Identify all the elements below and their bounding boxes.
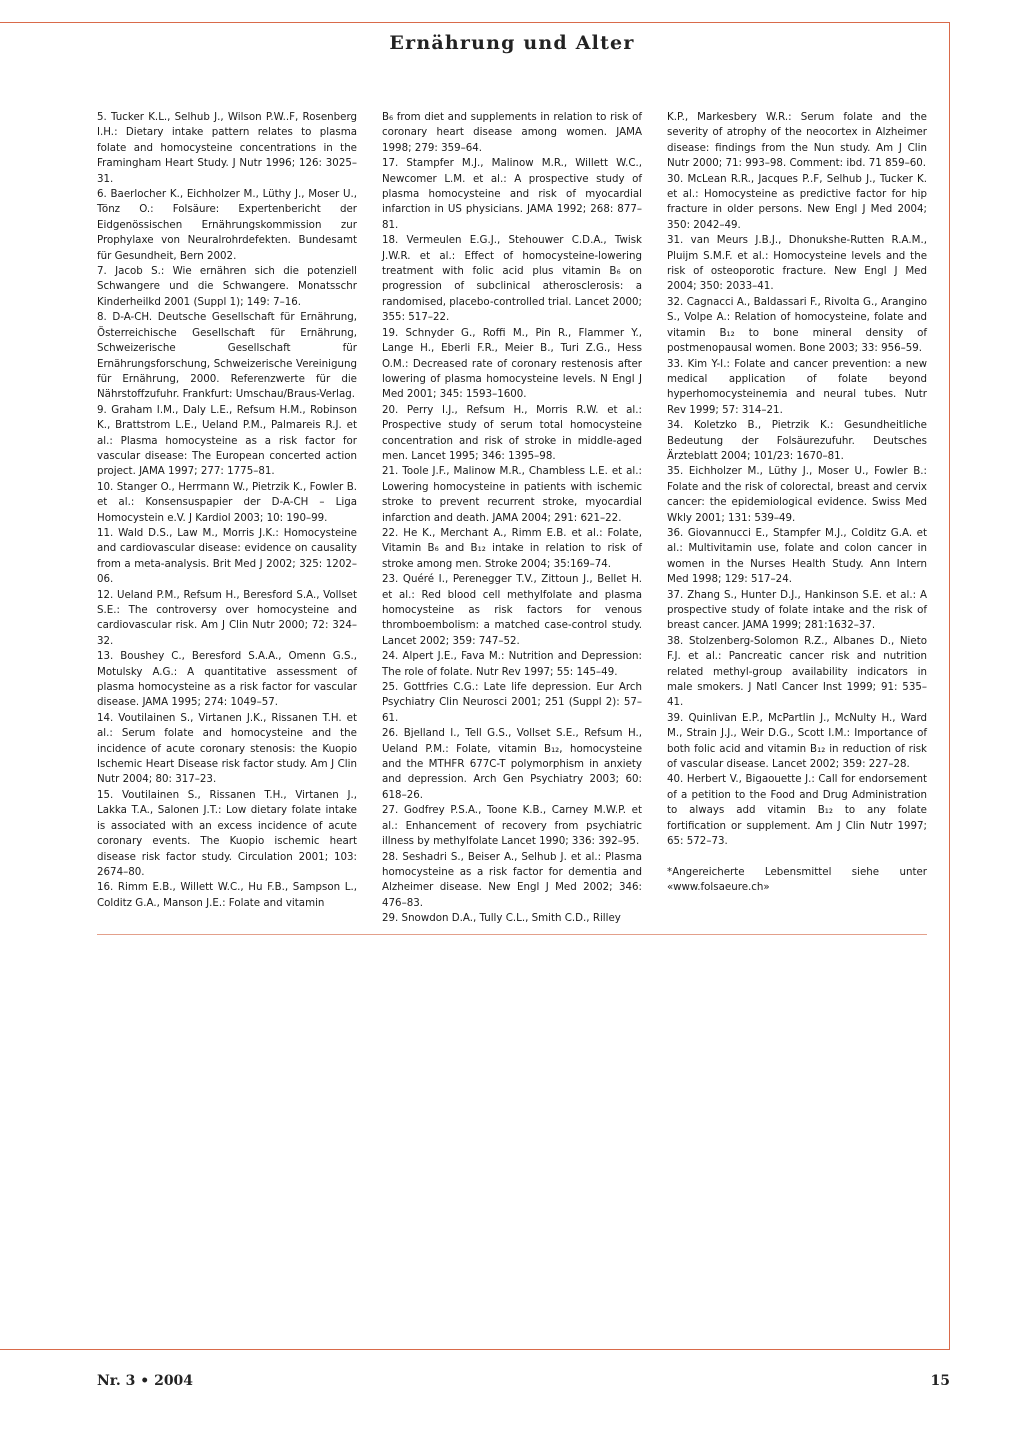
reference-entry: 40. Herbert V., Bigaouette J.: Call for endorsement of a petition to the Food and Drug Administration to always add vitamin B₁₂ to any folate fortification or supplement. Am J Clin Nutr 1997; 65: 572–73. [667,773,927,848]
reference-column-2 [382,110,642,925]
reference-entry: 28. Seshadri S., Beiser A., Selhub J. et al.: Plasma homocysteine as a risk factor for dementia and Alzheimer disease. New Engl J Med 2002; 346: 476–83. [382,850,642,909]
reference-entry: K.P., Markesbery W.R.: Serum folate and the severity of atrophy of the neocortex in Alzheimer disease: findings from the Nun study. Am J Clin Nutr 2000; 71: 993–98. Comment: ibd. 71 859–60. [667,111,927,170]
reference-entry: 19. Schnyder G., Roffi M., Pin R., Flammer Y., Lange H., Eberli F.R., Meier B., Turi Z.G., Hess O.M.: Decreased rate of coronary restenosis after lowering of plasma homocysteine levels. N Engl J Med 2001; 345: 1593–1600. [382,326,642,401]
reference-entry: 37. Zhang S., Hunter D.J., Hankinson S.E. et al.: A prospective study of folate intake and the risk of breast cancer. JAMA 1999; 281:1632–37. [667,588,927,632]
reference-entry: 34. Koletzko B., Pietrzik K.: Gesundheitliche Bedeutung der Folsäurezufuhr. Deutsches Ärzteblatt 2004; 101/23: 1670–81. [667,419,927,462]
reference-entry: 8. D-A-CH. Deutsche Gesellschaft für Ernährung, Österreichische Gesellschaft für Ernährung, Schweizerische Gesellschaft für Ernährungsforschung, Schweizerische Vereinigung für Ernährung, 2000. Referenzwerte für die Nährstoffzufuhr. Frankfurt: Umschau/Braus-Verlag. [97,311,357,401]
reference-entry: 39. Quinlivan E.P., McPartlin J., McNulty H., Ward M., Strain J.J., Weir D.G., Scott I.M.: Importance of both folic acid and vitamin B₁₂ in reduction of risk of vascular disease. Lancet 2002; 359: 227–28. [667,711,927,771]
reference-entry: 11. Wald D.S., Law M., Morris J.K.: Homocysteine and cardiovascular disease: evidence on causality from a meta-analysis. Brit Med J 2002; 325: 1202–06. [97,526,357,586]
reference-entry: 7. Jacob S.: Wie ernähren sich die potenziell Schwangere und die Schwangere. Monatsschr Kinderheilkd 2001 (Suppl 1); 149: 7–16. [97,265,357,308]
reference-entry: 38. Stolzenberg-Solomon R.Z., Albanes D., Nieto F.J. et al.: Pancreatic cancer risk and nutrition related methyl-group availability indicators in male smokers. J Natl Cancer Inst 1999; 91: 535–41. [667,634,927,709]
reference-entry: 32. Cagnacci A., Baldassari F., Rivolta G., Arangino S., Volpe A.: Relation of homocysteine, folate and vitamin B₁₂ to bone mineral density of postmenopausal women. Bone 2003; 33: 956–59. [667,295,927,355]
reference-entry: 16. Rimm E.B., Willett W.C., Hu F.B., Sampson L., Colditz G.A., Manson J.E.: Folate and vitamin [97,881,357,909]
issue-label: Nr. 3 • 2004 [97,1373,194,1389]
reference-entry: 31. van Meurs J.B.J., Dhonukshe-Rutten R.A.M., Pluijm S.M.F. et al.: Homocysteine levels and the risk of osteoporotic fracture. New Engl J Med 2004; 350: 2033–41. [667,234,927,293]
reference-entry: 18. Vermeulen E.G.J., Stehouwer C.D.A., Twisk J.W.R. et al.: Effect of homocysteine-lowering treatment with folic acid plus vitamin B₆ on progression of subclinical atherosclerosis: a randomised, placebo-controlled trial. Lancet 2000; 355: 517–22. [382,234,642,324]
reference-entry: 5. Tucker K.L., Selhub J., Wilson P.W..F, Rosenberg I.H.: Dietary intake pattern relates to plasma folate and homocysteine concentrations in the Framingham Heart Study. J Nutr 1996; 126: 3025–31. [97,111,357,185]
reference-entry: 15. Voutilainen S., Rissanen T.H., Virtanen J., Lakka T.A., Salonen J.T.: Low dietary folate intake is associated with an excess incidence of acute coronary events. The Kuopio ischemic heart disease risk factor study. Circulation 2001; 103: 2674–80. [97,788,357,878]
page-number: 15 [930,1373,950,1389]
reference-entry: 26. Bjelland I., Tell G.S., Vollset S.E., Refsum H., Ueland P.M.: Folate, vitamin B₁₂, homocysteine and the MTHFR 677C-T polymorphism in anxiety and depression. Arch Gen Psychiatry 2003; 60: 618–26. [382,727,642,801]
reference-entry: 35. Eichholzer M., Lüthy J., Moser U., Fowler B.: Folate and the risk of colorectal, breast and cervix cancer: the epidemiological evidence. Swiss Med Wkly 2001; 131: 539–49. [667,465,927,524]
reference-entry: 9. Graham I.M., Daly L.E., Refsum H.M., Robinson K., Brattstrom L.E., Ueland P.M., Palmareis R.J. et al.: Plasma homocysteine as a risk factor for vascular disease: The European concerted action project. JAMA 1997; 277: 1775–81. [97,403,357,478]
reference-entry: 10. Stanger O., Herrmann W., Pietrzik K., Fowler B. et al.: Konsensuspapier der D-A-CH – Liga Homocystein e.V. J Kardiol 2003; 10: 190–99. [97,480,357,524]
reference-entry: 17. Stampfer M.J., Malinow M.R., Willett W.C., Newcomer L.M. et al.: A prospective study of plasma homocysteine and risk of myocardial infarction in US physicians. JAMA 1992; 268: 877–81. [382,157,642,231]
reference-entry: 12. Ueland P.M., Refsum H., Beresford S.A., Vollset S.E.: The controversy over homocysteine and cardiovascular risk. Am J Clin Nutr 2000; 72: 324–32. [97,588,357,647]
reference-entry: 33. Kim Y-I.: Folate and cancer prevention: a new medical application of folate beyond hyperhomocysteinemia and neural tubes. Nutr Rev 1999; 57: 314–21. [667,357,927,416]
reference-column-1 [97,110,357,922]
reference-entry: 20. Perry I.J., Refsum H., Morris R.W. et al.: Prospective study of serum total homocysteine concentration and risk of stroke in middle-aged men. Lancet 1995; 346: 1395–98. [382,403,642,462]
reference-column-3 [667,110,927,922]
reference-entry: 23. Quéré I., Perenegger T.V., Zittoun J., Bellet H. et al.: Red blood cell methylfolate and plasma homocysteine as risk factors for venous thromboembolism: a matched case-control study. Lancet 2002; 359: 747–52. [382,573,642,647]
section-divider [97,934,927,935]
reference-entry: 14. Voutilainen S., Virtanen J.K., Rissanen T.H. et al.: Serum folate and homocysteine and the incidence of acute coronary stenosis: the Kuopio Ischemic Heart Disease risk factor study. Am J Clin Nutr 2004; 80: 317–23. [97,711,357,786]
reference-entry: 30. McLean R.R., Jacques P..F, Selhub J., Tucker K. et al.: Homocysteine as predictive factor for hip fracture in older persons. New Engl J Med 2004; 350: 2042–49. [667,172,927,231]
reference-entry: B₆ from diet and supplements in relation to risk of coronary heart disease among women. JAMA 1998; 279: 359–64. [382,111,642,154]
reference-entry: 13. Boushey C., Beresford S.A.A., Omenn G.S., Motulsky A.G.: A quantitative assessment of plasma homocysteine as a risk factor for vascular disease. JAMA 1995; 274: 1049–57. [97,650,357,709]
reference-columns [97,110,927,925]
reference-entry: 36. Giovannucci E., Stampfer M.J., Colditz G.A. et al.: Multivitamin use, folate and colon cancer in women in the Nurses Health Study. Ann Intern Med 1998; 129: 517–24. [667,526,927,586]
reference-entry: 21. Toole J.F., Malinow M.R., Chambless L.E. et al.: Lowering homocysteine in patients with ischemic stroke to prevent recurrent stroke, myocardial infarction and death. JAMA 2004; 291: 621–22. [382,465,642,524]
reference-entry: 27. Godfrey P.S.A., Toone K.B., Carney M.W.P. et al.: Enhancement of recovery from psychiatric illness by methylfolate Lancet 1990; 336: 392–95. [382,804,642,848]
reference-entry: 22. He K., Merchant A., Rimm E.B. et al.: Folate, Vitamin B₆ and B₁₂ intake in relation to risk of stroke among men. Stroke 2004; 35:169–74. [382,526,642,570]
reference-entry: 6. Baerlocher K., Eichholzer M., Lüthy J., Moser U., Tönz O.: Folsäure: Expertenbericht der Eidgenössischen Ernährungskommission zur Prophylaxe von Neuralrohrdefekten. Bundesamt für Gesundheit, Bern 2002. [97,188,357,262]
page-title: Ernährung und Alter [389,32,635,54]
reference-entry: 24. Alpert J.E., Fava M.: Nutrition and Depression: The role of folate. Nutr Rev 1997; 55: 145–49. [382,650,642,678]
reference-entry: 25. Gottfries C.G.: Late life depression. Eur Arch Psychiatry Clin Neurosci 2001; 251 (Suppl 2): 57–61. [382,681,642,724]
footnote: *Angereicherte Lebensmittel siehe unter «www.folsaeure.ch» [667,865,927,894]
reference-entry: 29. Snowdon D.A., Tully C.L., Smith C.D., Rilley [382,912,621,925]
